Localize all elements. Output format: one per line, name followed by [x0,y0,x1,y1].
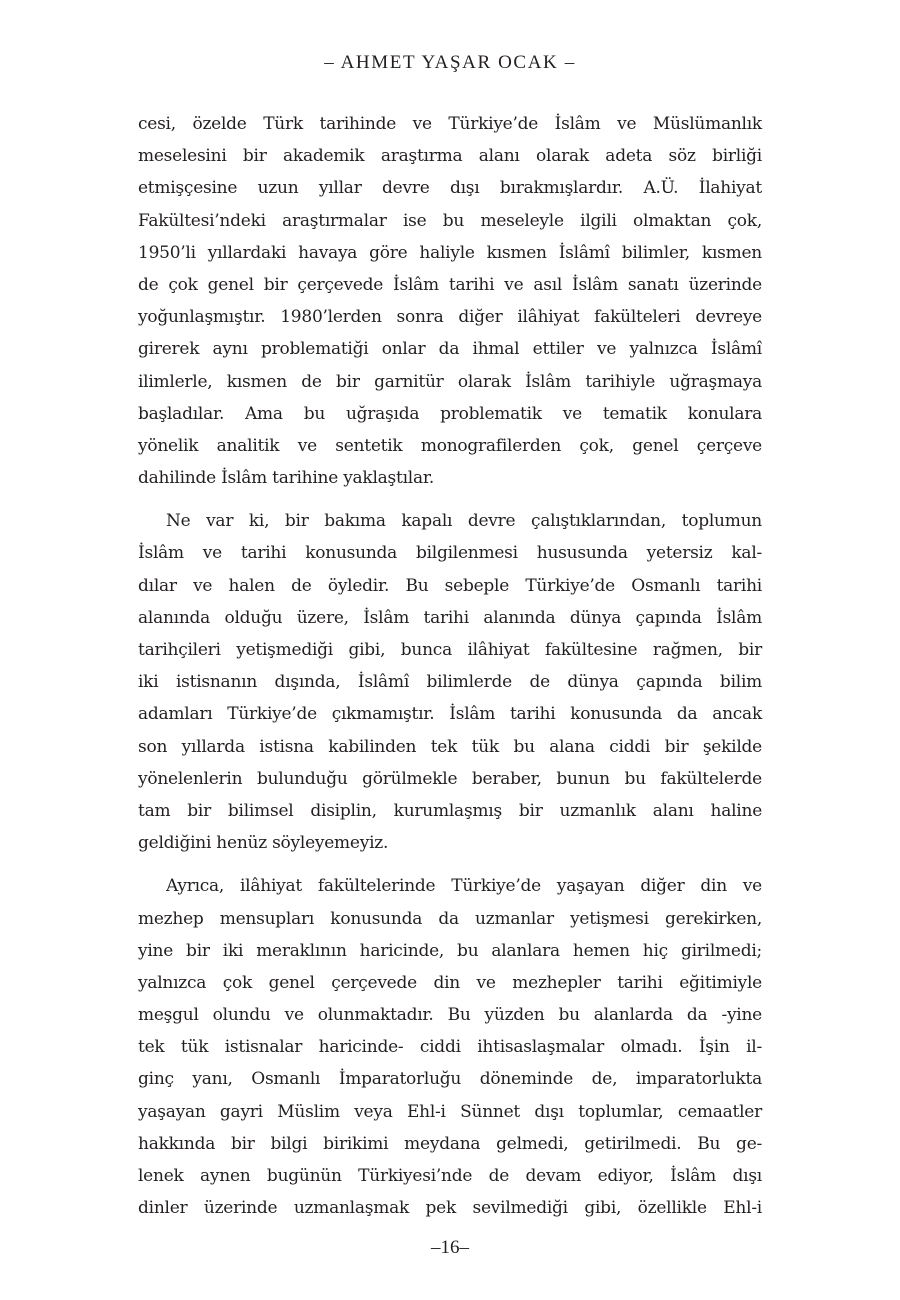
running-header: – AHMET YAŞAR OCAK – [324,52,576,73]
text-line: ginç yanı, Osmanlı İmparatorluğu döneminde de, imparatorlukta [138,1069,762,1090]
paragraph-spacer [138,494,762,505]
text-line: Ne var ki, bir bakıma kapalı devre çalıştıklarından, toplumun [166,511,762,532]
text-line: yönelenlerin bulunduğu görülmekle beraber, bunun bu fakültelerde [138,768,762,789]
text-line: de çok genel bir çerçevede İslâm tarihi ve asıl İslâm sanatı üzerinde [138,274,762,295]
text-line: iki istisnanın dışında, İslâmî bilimlerde de dünya çapında bilim [138,672,762,693]
text-line: yaşayan gayri Müslim veya Ehl-i Sünnet dışı toplumlar, cemaatler [138,1101,762,1122]
text-line: yoğunlaşmıştır. 1980’lerden sonra diğer ilâhiyat fakülteleri devreye [138,307,762,328]
body-text [138,108,762,1224]
text-line: tarihçileri yetişmediği gibi, bunca ilâhiyat fakültesine rağmen, bir [138,640,762,660]
text-line: Fakültesi’ndeki araştırmalar ise bu meseleyle ilgili olmaktan çok, [138,210,762,231]
text-line: cesi, özelde Türk tarihinde ve Türkiye’de İslâm ve Müslümanlık [138,114,762,134]
text-line: yalnızca çok genel çerçevede din ve mezhepler tarihi eğitimiyle [138,972,762,993]
page-number: –16– [431,1237,469,1258]
text-line: yine bir iki meraklının haricinde, bu alanlara hemen hiç girilmedi; [138,940,762,961]
text-line: girerek aynı problematiği onlar da ihmal ettiler ve yalnızca İslâmî [138,339,762,360]
text-line: alanında olduğu üzere, İslâm tarihi alanında dünya çapında İslâm [138,607,762,628]
text-line: meşgul olundu ve olunmaktadır. Bu yüzden bu alanlarda da -yine [138,1005,762,1026]
text-line: tek tük istisnalar haricinde- ciddi ihtisaslaşmalar olmadı. İşin il- [138,1037,762,1058]
text-line: başladılar. Ama bu uğraşıda problematik ve tematik konulara [138,403,762,424]
text-line: Ayrıca, ilâhiyat fakültelerinde Türkiye’de yaşayan diğer din ve [166,876,762,897]
paragraph-3 [138,870,762,1224]
text-line: yönelik analitik ve sentetik monografilerden çok, genel çerçeve [138,435,762,456]
text-line: dahilinde İslâm tarihine yaklaştılar. [138,468,435,489]
text-line: lenek aynen bugünün Türkiyesi’nde de devam ediyor, İslâm dışı [138,1166,762,1186]
paragraph-2 [138,505,762,859]
text-line: mezhep mensupları konusunda da uzmanlar yetişmesi gerekirken, [138,908,762,929]
text-line: dılar ve halen de öyledir. Bu sebeple Türkiye’de Osmanlı tarihi [138,575,762,596]
text-line: etmişçesine uzun yıllar devre dışı bırakmışlardır. A.Ü. İlahiyat [138,178,762,199]
paragraph-spacer [138,859,762,870]
text-line: hakkında bir bilgi birikimi meydana gelmedi, getirilmedi. Bu ge- [138,1133,762,1154]
text-line: tam bir bilimsel disiplin, kurumlaşmış bir uzmanlık alanı haline [138,800,762,821]
text-line: 1950’li yıllardaki havaya göre haliyle kısmen İslâmî bilimler, kısmen [138,242,762,263]
text-line: İslâm ve tarihi konusunda bilgilenmesi hususunda yetersiz kal- [138,543,762,564]
text-line: son yıllarda istisna kabilinden tek tük bu alana ciddi bir şekilde [138,736,762,757]
text-line: meselesini bir akademik araştırma alanı olarak adeta söz birliği [138,146,762,167]
text-line: dinler üzerinde uzmanlaşmak pek sevilmediği gibi, özellikle Ehl-i [138,1198,762,1219]
text-line: adamları Türkiye’de çıkmamıştır. İslâm tarihi konusunda da ancak [138,704,762,725]
text-line: geldiğini henüz söyleyemeyiz. [138,833,389,854]
text-line: ilimlerle, kısmen de bir garnitür olarak İslâm tarihiyle uğraşmaya [138,371,762,392]
paragraph-1 [138,108,762,494]
